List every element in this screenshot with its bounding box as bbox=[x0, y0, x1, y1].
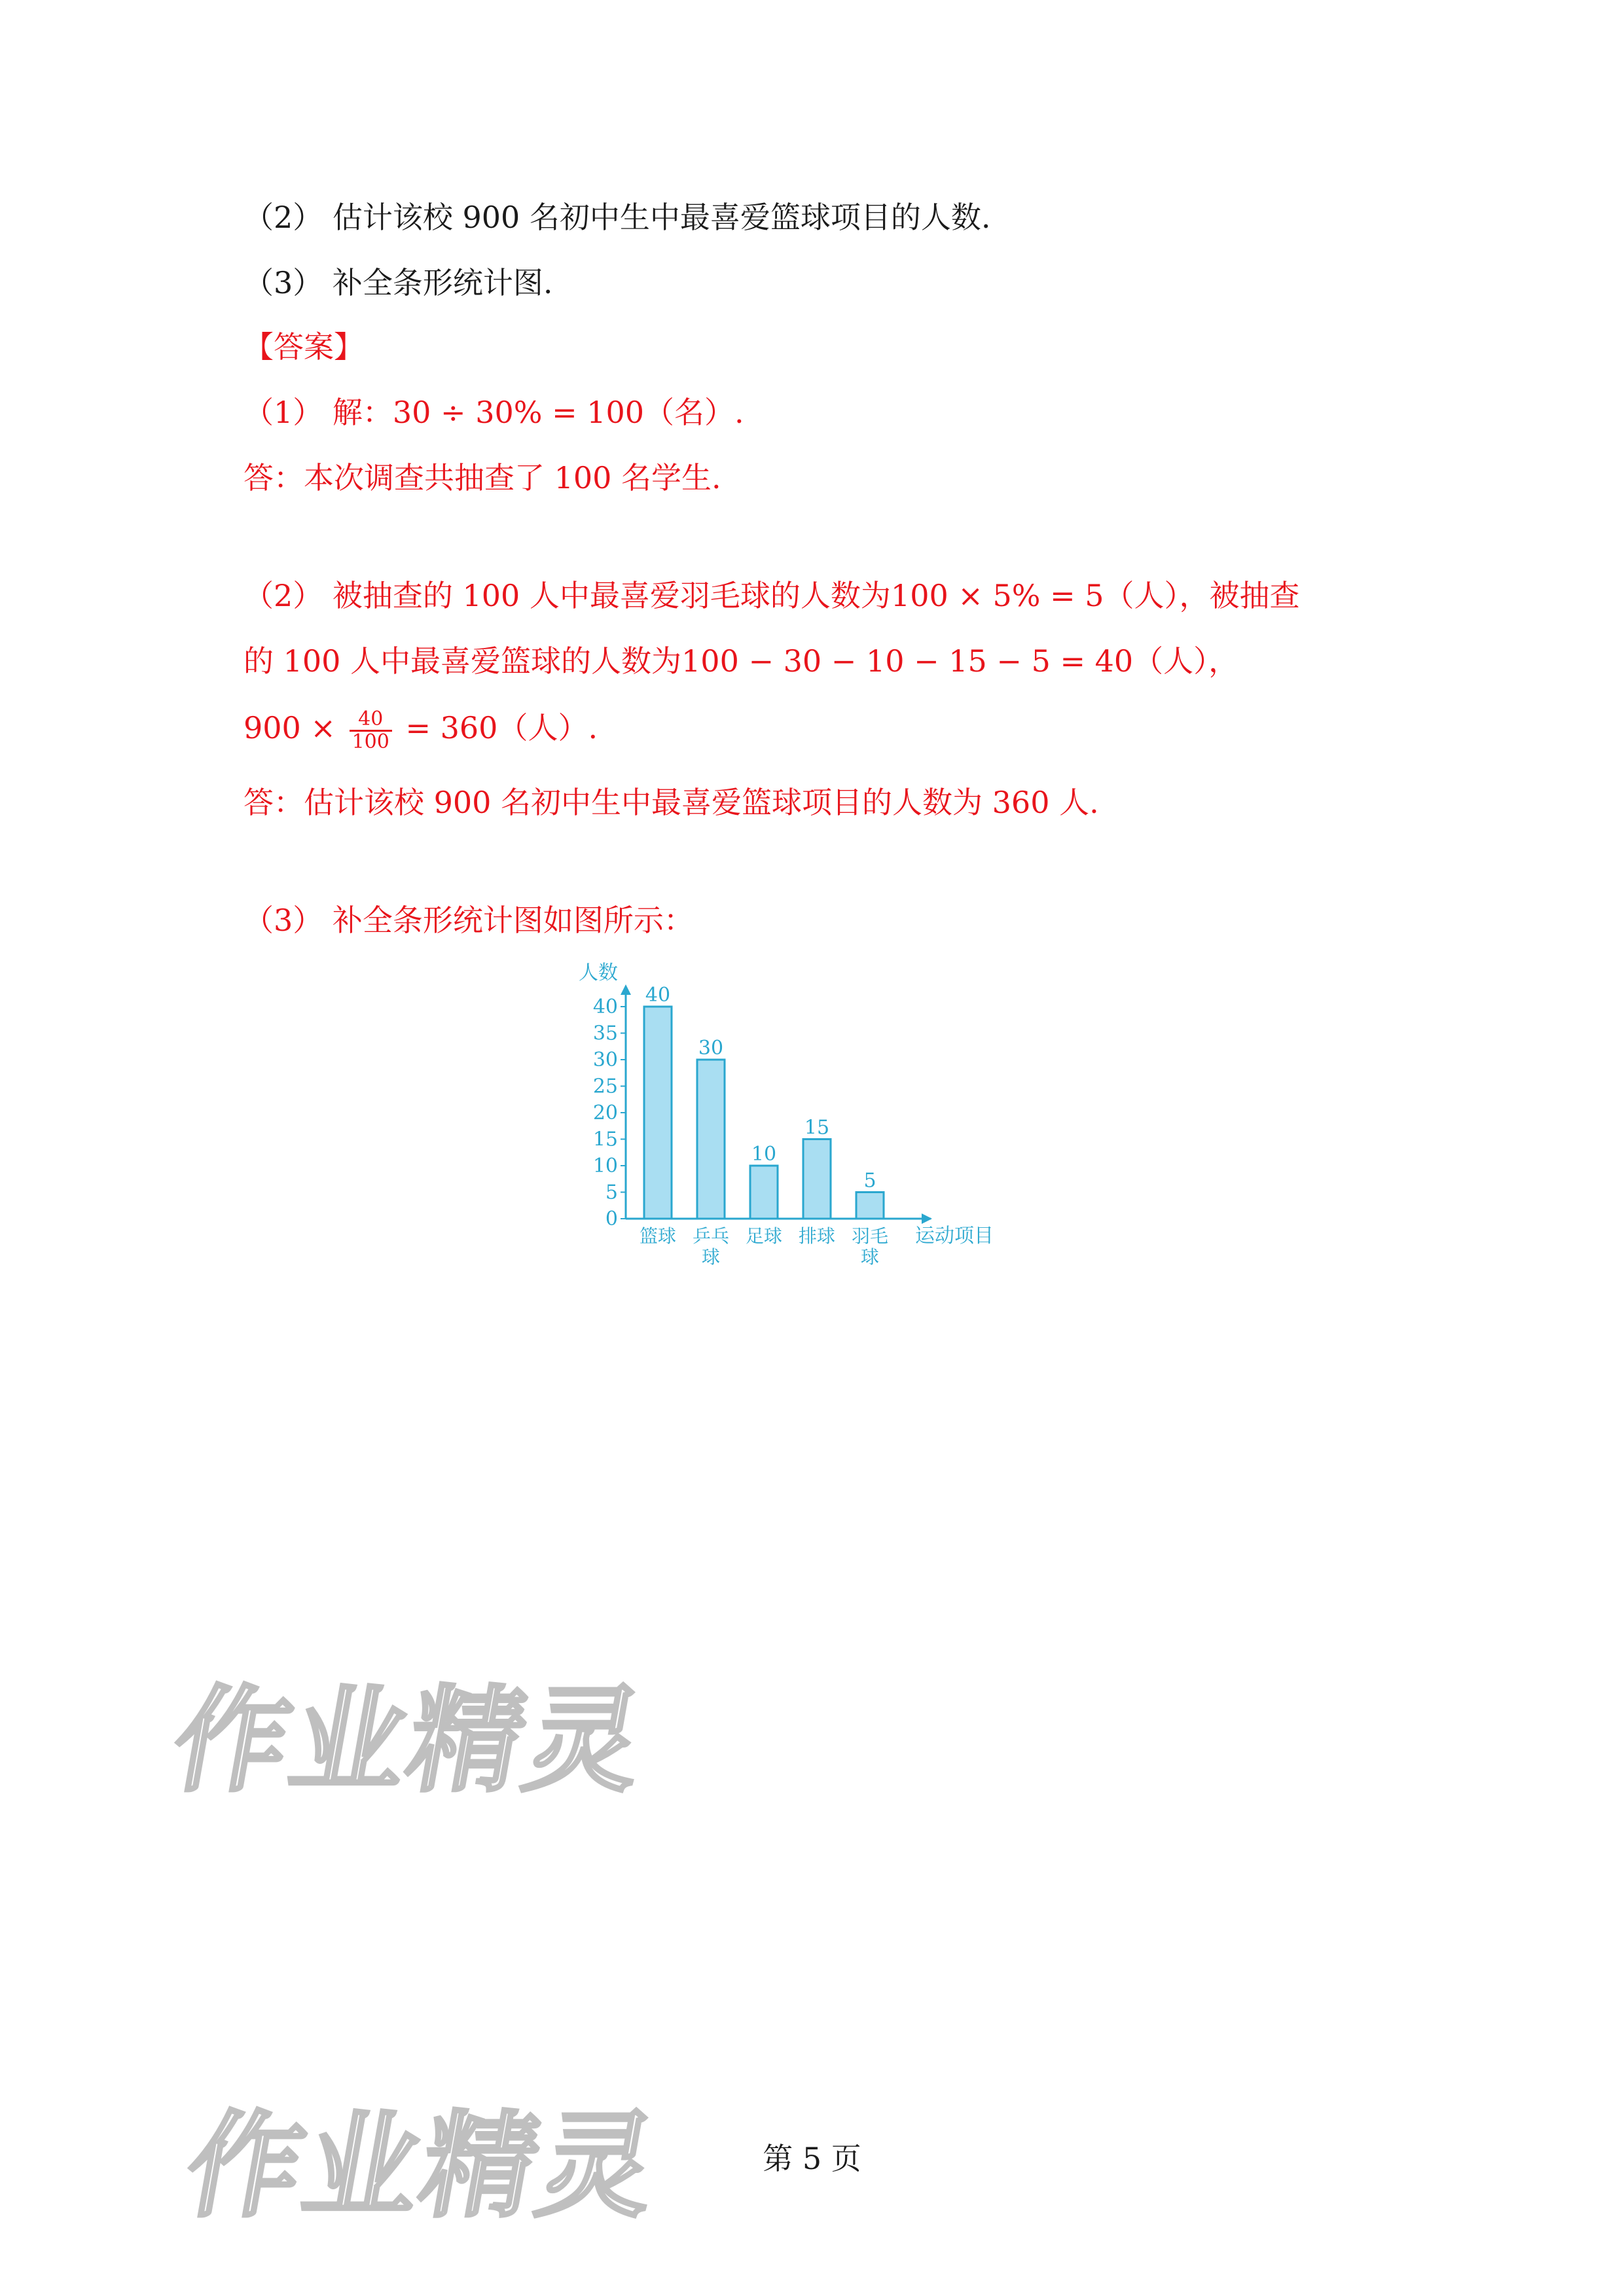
bar-data-label: 10 bbox=[751, 1143, 777, 1166]
page-number: 第 5 页 bbox=[763, 2141, 861, 2176]
question-2: （2） 估计该校 900 名初中生中最喜爱篮球项目的人数. bbox=[244, 200, 991, 235]
answer-2-line-3 bbox=[244, 702, 598, 754]
y-tick-label: 25 bbox=[592, 1075, 618, 1098]
bar-data-label: 15 bbox=[804, 1116, 830, 1139]
answer-2-line-3-pre: 900 × bbox=[244, 710, 336, 745]
answer-2-line-3-post: = 360（人）. bbox=[405, 710, 598, 745]
answer-3-line-1: （3） 补全条形统计图如图所示： bbox=[244, 903, 694, 938]
x-tick-label: 乒乓 bbox=[692, 1225, 730, 1247]
bar bbox=[803, 1139, 831, 1219]
bar bbox=[750, 1166, 778, 1219]
y-tick-label: 35 bbox=[592, 1022, 618, 1045]
x-tick-label: 篮球 bbox=[639, 1225, 677, 1247]
watermark-upper: 作业精灵 bbox=[163, 1675, 656, 1808]
answer-2-line-2: 的 100 人中最喜爱篮球的人数为100 − 30 − 10 − 15 − 5 = 40（人）， bbox=[244, 643, 1239, 679]
answer-2-line-4: 答：估计该校 900 名初中生中最喜爱篮球项目的人数为 360 人. bbox=[244, 785, 1099, 820]
x-tick-label: 羽毛 bbox=[851, 1225, 889, 1247]
x-tick-label-cont: 球 bbox=[701, 1246, 721, 1268]
x-tick-label-cont: 球 bbox=[860, 1246, 880, 1268]
x-axis-label: 运动项目 bbox=[915, 1225, 994, 1247]
answer-1-line-1: （1） 解：30 ÷ 30% = 100（名）. bbox=[244, 395, 744, 430]
y-tick-label: 30 bbox=[592, 1049, 618, 1071]
y-tick-label: 40 bbox=[592, 996, 618, 1018]
y-axis-arrow bbox=[621, 984, 631, 995]
bar-data-label: 30 bbox=[698, 1037, 724, 1060]
answer-1-line-2: 答：本次调查共抽查了 100 名学生. bbox=[244, 460, 721, 495]
y-tick-label: 5 bbox=[605, 1181, 618, 1204]
question-3: （3） 补全条形统计图. bbox=[244, 265, 553, 300]
bar bbox=[697, 1060, 725, 1219]
bar-data-label: 5 bbox=[863, 1169, 876, 1193]
x-tick-label: 排球 bbox=[798, 1225, 836, 1247]
y-tick-label: 0 bbox=[605, 1208, 618, 1230]
y-tick-label: 20 bbox=[592, 1102, 618, 1124]
bar bbox=[856, 1193, 884, 1219]
watermark-lower: 作业精灵 bbox=[176, 2100, 669, 2233]
bar bbox=[644, 1007, 672, 1219]
y-axis-label: 人数 bbox=[579, 961, 618, 984]
fraction-numerator: 40 bbox=[350, 709, 392, 732]
x-tick-label: 足球 bbox=[745, 1225, 783, 1247]
bar-data-label: 40 bbox=[645, 984, 671, 1007]
fraction-denominator: 100 bbox=[352, 730, 389, 753]
bar-chart bbox=[563, 956, 1021, 1283]
y-tick-label: 15 bbox=[592, 1128, 618, 1151]
fraction bbox=[350, 709, 392, 753]
answer-header: 【答案】 bbox=[244, 329, 364, 365]
x-axis-arrow bbox=[922, 1213, 932, 1224]
y-tick-label: 10 bbox=[592, 1155, 618, 1177]
answer-2-line-1: （2） 被抽查的 100 人中最喜爱羽毛球的人数为100 × 5% = 5（人），被抽查 bbox=[244, 578, 1300, 613]
